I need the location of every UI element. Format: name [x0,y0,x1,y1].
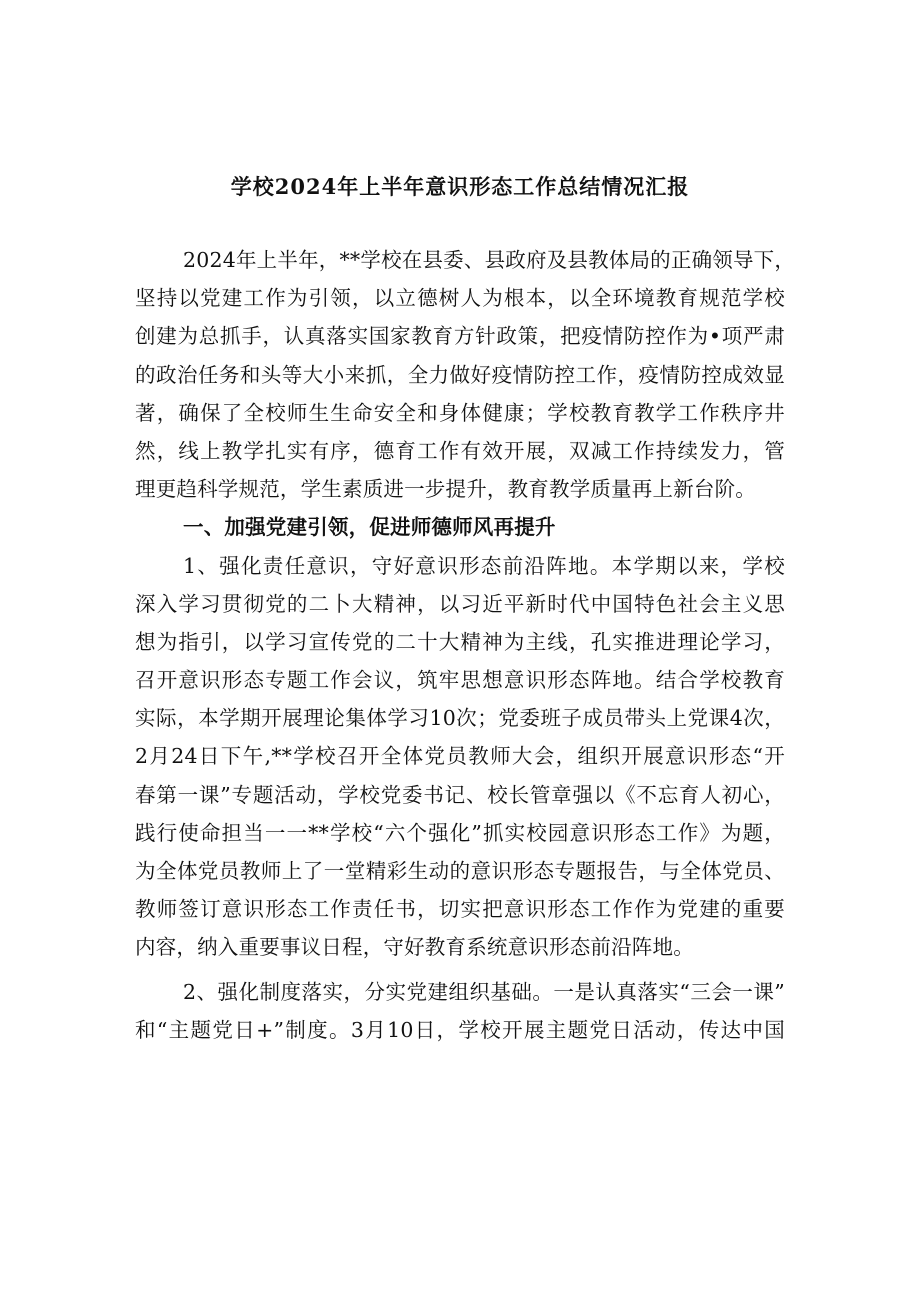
paragraph-line: 践行使命担当一一**学校“六个强化”抓实校园意识形态工作》为题， [135,820,785,845]
paragraph-line: 2月24日下午,**学校召开全体党员教师大会，组织开展意识形态“开 [135,744,785,769]
paragraph-line: 然，线上教学扎实有序，德育工作有效开展，双减工作持续发力，管 [135,438,785,463]
paragraph-line: 为全体党员教师上了一堂精彩生动的意识形态专题报告，与全体党员、 [135,859,785,883]
paragraph-line: 著，确保了全校师生生命安全和身体健康；学校教育教学工作秩序井 [135,400,785,425]
paragraph-line: 理更趋科学规范，学生素质进一步提升，教育教学质量再上新台阶。 [135,477,756,502]
paragraph-line: 想为指引，以学习宣传党的二十大精神为主线，孔实推进理论学习， [135,629,785,654]
paragraph-line: 创建为总抓手，认真落实国家教育方针政策，把疫情防控作为•项严肃 [135,324,785,349]
intro-paragraph [135,241,796,508]
item-2-paragraph [135,973,785,1049]
paragraph-line: 2024年上半年，**学校在县委、县政府及县教体局的正确领导下， [183,248,796,272]
paragraph-line: 实际，本学期开展理论集体学习10次；党委班子成员带头上党课4次， [135,706,785,731]
paragraph-line: 和“主题党日+”制度。3月10日，学校开展主题党日活动，传达中国 [135,1017,785,1042]
paragraph-line: 教师签订意识形态工作责任书，切实把意识形态工作作为党建的重要 [135,897,785,922]
paragraph-line: 深入学习贯彻党的二卜大精神，以习近平新时代中国特色社会主义思 [135,591,785,616]
document-title: 学校2024年上半年意识形态工作总结情况汇报 [230,174,690,199]
document-body [135,241,796,1049]
paragraph-line: 坚持以党建工作为引领，以立德树人为根本，以全环境教育规范学校 [135,286,785,311]
paragraph-line: 2、强化制度落实，分实党建组织基础。一是认真落实“三会一课” [183,979,785,1004]
item-1-paragraph [135,547,785,967]
paragraph-line: 春第一课”专题活动，学校党委书记、校长管章强以《不忘育人初心， [135,782,785,807]
paragraph-line: 的政治任务和头等大小来抓，全力做好疫情防控工作，疫情防控成效显 [135,362,785,387]
paragraph-line: 召开意识形态专题工作会议，筑牢思想意识形态阵地。结合学校教育 [135,668,785,693]
paragraph-line: 内容，纳入重要事议日程，守好教育系统意识形态前沿阵地。 [135,935,694,960]
paragraph-line: 1、强化责任意识，守好意识形态前沿阵地。本学期以来，学校 [183,553,785,578]
section-heading: 一、加强党建引领，促进师德师风再提升 [183,515,556,540]
